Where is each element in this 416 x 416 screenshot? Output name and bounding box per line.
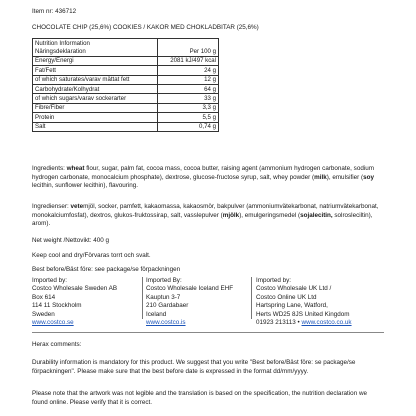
comment-artwork: Please note that the artwork was not legible and the translation is based on the specification, the nutrition declaration we found online. Please verify that it is correct. <box>32 390 367 406</box>
nutrient-value: 5,5 g <box>158 113 219 122</box>
importer-phone-line <box>256 319 352 327</box>
nutrient-label: Fibre/Fiber <box>33 103 158 112</box>
ingredients-swedish <box>32 203 384 229</box>
section-divider <box>32 332 384 333</box>
best-before: Best before/Bäst före: see package/se förpackningen <box>32 266 181 273</box>
comment-durability: Durability information is mandatory for this product. We suggest that you write "Best before/Bäst före: se package/se förpackningen". Please make sure that the best before date is expressed in the format dd/mm/yyyy. <box>32 359 356 375</box>
nutrition-row <box>33 94 219 103</box>
importer-separator <box>251 277 252 319</box>
importer-website-link[interactable]: www.costco.co.uk <box>301 319 352 327</box>
importer-name: Costco Wholesale Sweden AB <box>32 285 118 293</box>
importer-address-line: 114 11 Stockholm <box>32 302 82 310</box>
nutrient-value: 3,3 g <box>158 103 219 112</box>
ingredients-label: Ingredients: <box>32 165 67 172</box>
ingredients-text: flour, sugar, palm fat, cocoa mass, cocoa butter, raising agent (ammonium hydrogen carbonate, sodium hydrogen carbonate, monocalcium phosphate), dextrose, glucose-fructose syrup, salt, whey powder ( <box>32 165 374 181</box>
product-title: CHOCOLATE CHIP (25,6%) COOKIES / KAKOR MED CHOKLADBITAR (25,6%) <box>32 24 259 31</box>
nutrition-header-label: Nutrition Information <box>33 39 158 48</box>
nutrition-row <box>33 56 219 65</box>
importer-iceland <box>146 277 233 327</box>
nutrient-value: 33 g <box>158 94 219 103</box>
nutrient-label: Energy/Energi <box>33 56 158 65</box>
nutrient-label: Fat/Fett <box>33 66 158 75</box>
importer-name: Costco Wholesale UK Ltd / <box>256 285 332 293</box>
nutrient-value: 12 g <box>158 75 219 84</box>
nutrition-table <box>32 38 219 132</box>
nutrition-row <box>33 103 219 112</box>
nutrition-row <box>33 113 219 122</box>
allergen-sojalecitin: sojalecitin, <box>300 211 333 219</box>
nutrition-row <box>33 122 219 131</box>
nutrient-label: Carbohydrate/Kolhydrat <box>33 84 158 93</box>
nutrient-label: Protein <box>33 113 158 122</box>
importer-heading: Imported By: <box>146 277 182 284</box>
storage-instructions: Keep cool and dry/Förvaras torrt och svalt. <box>32 252 151 259</box>
importer-website-link[interactable]: www.costco.se <box>32 319 74 327</box>
comments-title: Herax comments: <box>32 341 82 348</box>
allergen-milk: milk <box>314 173 327 181</box>
importer-heading: Imported by: <box>256 277 291 284</box>
allergen-soy: soy <box>363 173 374 181</box>
nutrient-value: 2081 kJ/497 kcal <box>158 56 219 65</box>
ingredienser-text: ), emulgeringsmedel ( <box>239 211 301 219</box>
ingredienser-text: mjöl, socker, pamfett, kakaomassa, kakaosmör, bakpulver (ammoniumvätekarbonat, natriumvätekarbonat, monokalciumfosfat), dextros, glukos-fruktossirap, salt, vasslepulver ( <box>32 203 379 219</box>
nutrient-value: 24 g <box>158 66 219 75</box>
net-weight: Net weight /Nettovikt: 400 g <box>32 237 110 244</box>
nutrient-value: 64 g <box>158 84 219 93</box>
allergen-mjolk: mjölk <box>222 211 240 219</box>
importer-country: Sweden <box>32 310 55 318</box>
ingredients-text: lecithin, sunflower lecithin), flavouring. <box>32 182 139 189</box>
allergen-vete: vete <box>70 203 84 210</box>
nutrition-row <box>33 84 219 93</box>
importer-country: Iceland <box>146 310 167 318</box>
importer-sweden <box>32 277 117 327</box>
ingredienser-label: Ingredienser: <box>32 203 71 210</box>
nutrition-row <box>33 66 219 75</box>
ingredients-english <box>32 165 384 191</box>
nutrition-subheader-row <box>33 47 219 56</box>
importer-name: Costco Online UK Ltd <box>256 293 317 301</box>
nutrient-label: Salt <box>33 122 158 131</box>
importer-phone: 01923 213113 • <box>256 319 300 327</box>
nutrition-header-sublabel: Näringsdeklaration <box>33 47 158 56</box>
allergen-wheat: wheat <box>66 165 85 172</box>
nutrient-value: 0,74 g <box>158 122 219 131</box>
importer-separator <box>142 277 143 319</box>
importer-uk <box>256 277 352 327</box>
importer-address-line: 210 Gardabaer <box>146 302 189 310</box>
importer-address-line: Herts WD25 8JS United Kingdom <box>256 310 350 318</box>
importer-name: Costco Wholesale Iceland EHF <box>146 285 234 293</box>
importer-address-line: Box 614 <box>32 293 56 301</box>
nutrition-row <box>33 75 219 84</box>
nutrient-label: of which sugars/varav sockerarter <box>33 94 158 103</box>
importer-address-line: Kauptun 3-7 <box>146 293 181 301</box>
item-number: Item nr: 436712 <box>32 8 77 15</box>
nutrition-per-label: Per 100 g <box>158 47 219 56</box>
importer-heading: Imported by: <box>32 277 67 284</box>
nutrient-label: of which saturates/varav mättat fett <box>33 75 158 84</box>
ingredients-text: ), emulsifier ( <box>326 173 364 181</box>
importer-address-line: Hartspring Lane, Watford, <box>256 302 328 310</box>
importer-website-link[interactable]: www.costco.is <box>146 319 186 327</box>
ingredienser-text: solrosleciltin), arom). <box>32 211 373 227</box>
nutrition-header-row <box>33 39 219 48</box>
